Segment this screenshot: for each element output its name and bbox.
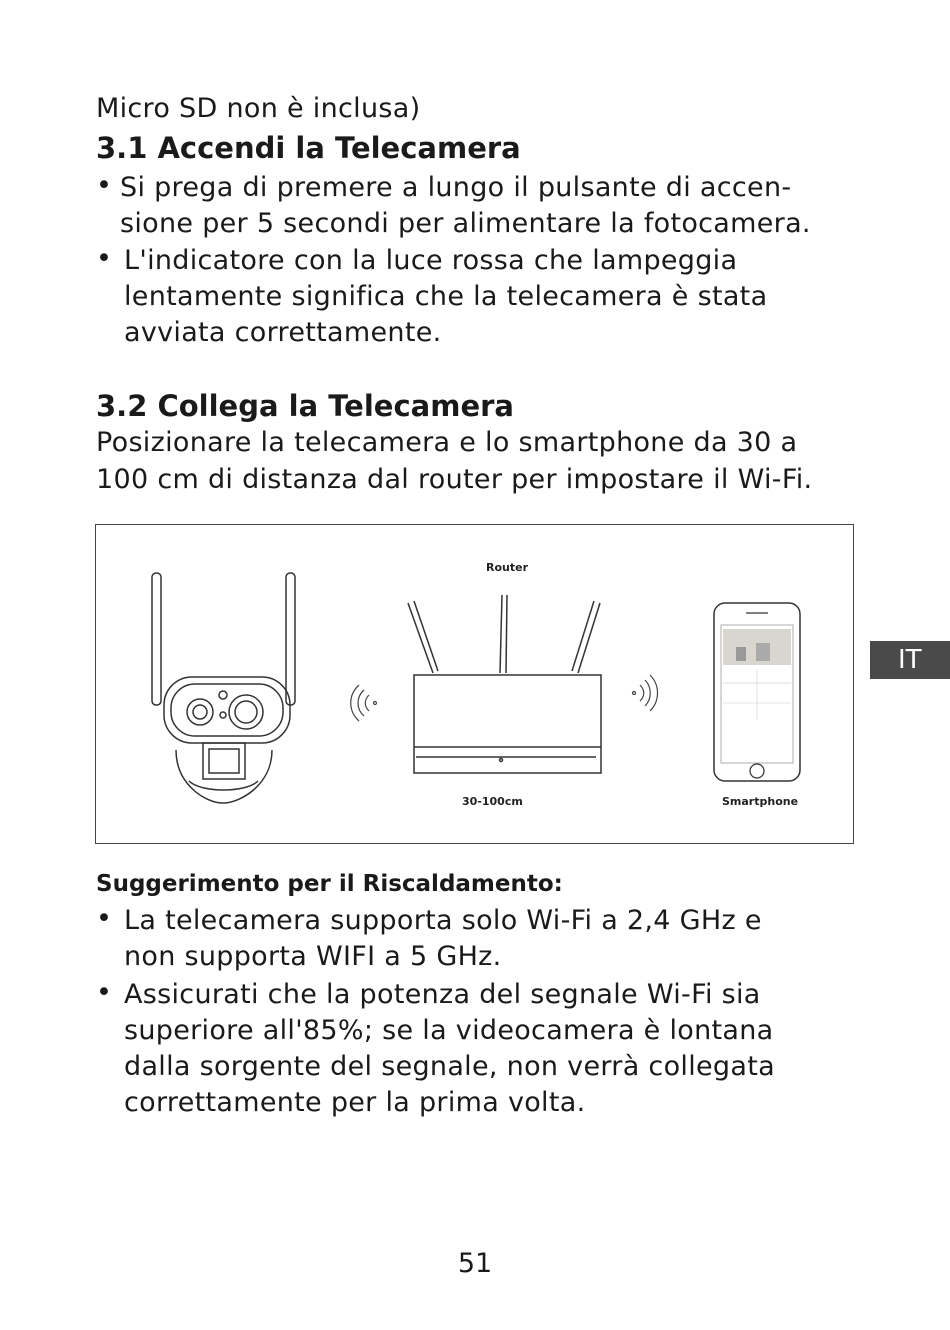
language-tab: IT	[870, 641, 950, 679]
wifi-signal-right-icon	[633, 675, 658, 711]
intro-line: Micro SD non è inclusa)	[96, 93, 421, 124]
bullet-dot: •	[96, 170, 113, 201]
smartphone-label: Smartphone	[722, 795, 799, 808]
section-32-body-line: Posizionare la telecamera e lo smartphone da 30 a	[96, 427, 798, 458]
tip-bullet	[96, 903, 916, 975]
section-31-bullet	[96, 170, 916, 242]
bullet-text: Assicurati che la potenza del segnale Wi-Fi sia superiore all'85%; se la videocamera è lontana dalla sorgente del segnale, non verrà collegata correttamente per la prima volta.	[124, 979, 775, 1118]
bullet-dot: •	[96, 243, 113, 274]
bullet-dot: •	[96, 903, 113, 934]
bullet-text: La telecamera supporta solo Wi-Fi a 2,4 GHz e non supporta WIFI a 5 GHz.	[124, 905, 762, 972]
section-31-title: 3.1 Accendi la Telecamera	[96, 131, 521, 165]
bullet-text: L'indicatore con la luce rossa che lampeggia lentamente significa che la telecamera è stata avviata correttamente.	[124, 245, 768, 348]
distance-label: 30-100cm	[462, 795, 523, 808]
wifi-signal-left-icon	[351, 685, 377, 721]
wifi-setup-figure	[95, 524, 854, 844]
tip-title: Suggerimento per il Riscaldamento:	[96, 871, 563, 897]
bullet-dot: •	[96, 977, 113, 1008]
smartphone-icon	[714, 603, 800, 781]
section-31-bullet	[96, 243, 916, 351]
camera-icon	[152, 573, 295, 803]
tip-bullet	[96, 977, 916, 1121]
section-32-title: 3.2 Collega la Telecamera	[96, 389, 514, 423]
section-32-body-line: 100 cm di distanza dal router per impostare il Wi-Fi.	[96, 464, 813, 495]
bullet-text: Si prega di premere a lungo il pulsante di accen- sione per 5 secondi per alimentare la fotocamera.	[120, 172, 811, 239]
page-number: 51	[457, 1248, 493, 1279]
router-icon	[408, 595, 601, 773]
router-label: Router	[486, 561, 529, 574]
